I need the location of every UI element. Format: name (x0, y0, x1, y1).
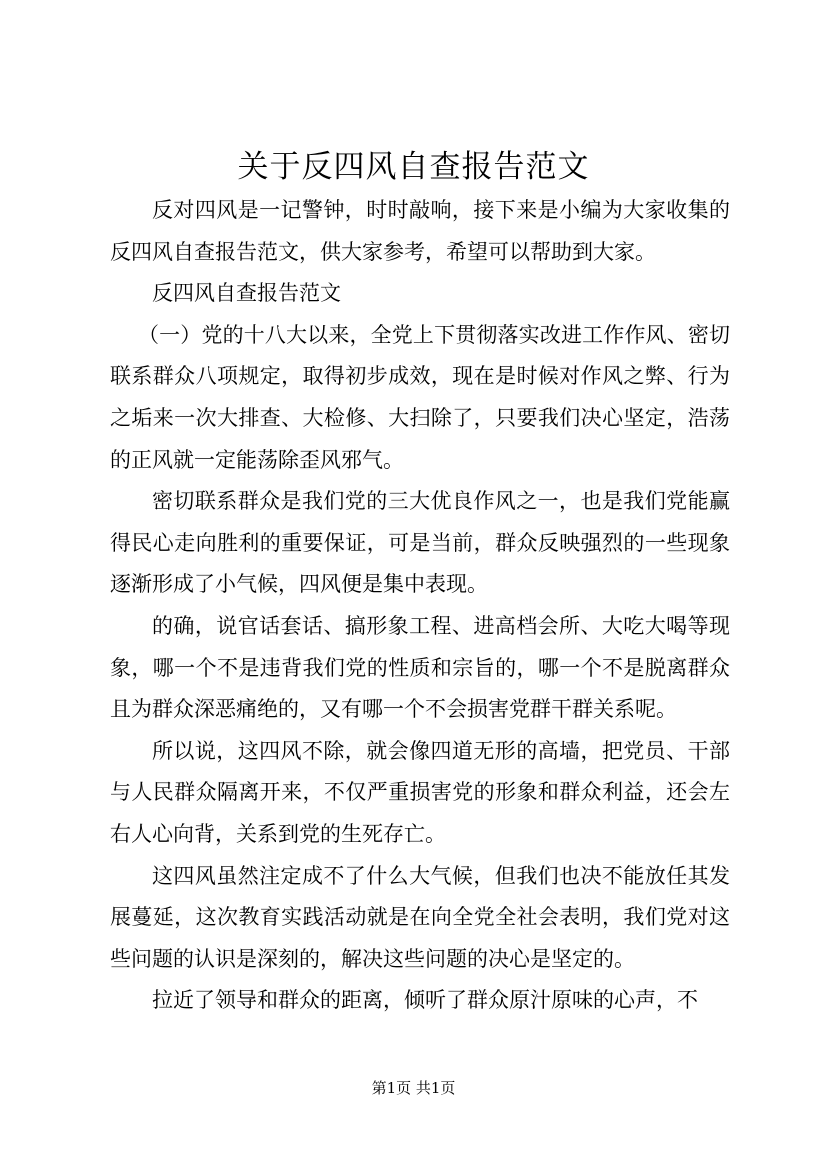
body-paragraph-4: 所以说，这四风不除，就会像四道无形的高墙，把党员、干部与人民群众隔离开来，不仅严重损害党的形象和群众利益，还会左右人心向背，关系到党的生死存亡。 (110, 738, 730, 846)
body-paragraph-2: 密切联系群众是我们党的三大优良作风之一，也是我们党能赢得民心走向胜利的重要保证，可是当前，群众反映强烈的一些现象逐渐形成了小气候，四风便是集中表现。 (110, 489, 730, 597)
body-paragraph-6: 拉近了领导和群众的距离，倾听了群众原汁原味的心声，不 (152, 988, 698, 1013)
document-title: 关于反四风自查报告范文 (237, 149, 590, 185)
intro-paragraph: 反对四风是一记警钟，时时敲响，接下来是小编为大家收集的反四风自查报告范文，供大家参考，希望可以帮助到大家。 (110, 198, 730, 264)
body-paragraph-5: 这四风虽然注定成不了什么大气候，但我们也决不能放任其发展蔓延，这次教育实践活动就是在向全党全社会表明，我们党对这些问题的认识是深刻的，解决这些问题的决心是坚定的。 (110, 863, 730, 971)
document-body (110, 190, 730, 1022)
page-footer: 第1页 共1页 (371, 1079, 456, 1097)
body-paragraph-1: （一）党的十八大以来，全党上下贯彻落实改进工作作风、密切联系群众八项规定，取得初步成效，现在是时候对作风之弊、行为之垢来一次大排查、大检修、大扫除了，只要我们决心坚定，浩荡的正风就一定能荡除歪风邪气。 (110, 322, 730, 472)
body-paragraph-3: 的确，说官话套话、搞形象工程、进高档会所、大吃大喝等现象，哪一个不是违背我们党的性质和宗旨的，哪一个不是脱离群众且为群众深恶痛绝的，又有哪一个不会损害党群干群关系呢。 (110, 613, 730, 722)
section-heading: 反四风自查报告范文 (152, 281, 341, 306)
